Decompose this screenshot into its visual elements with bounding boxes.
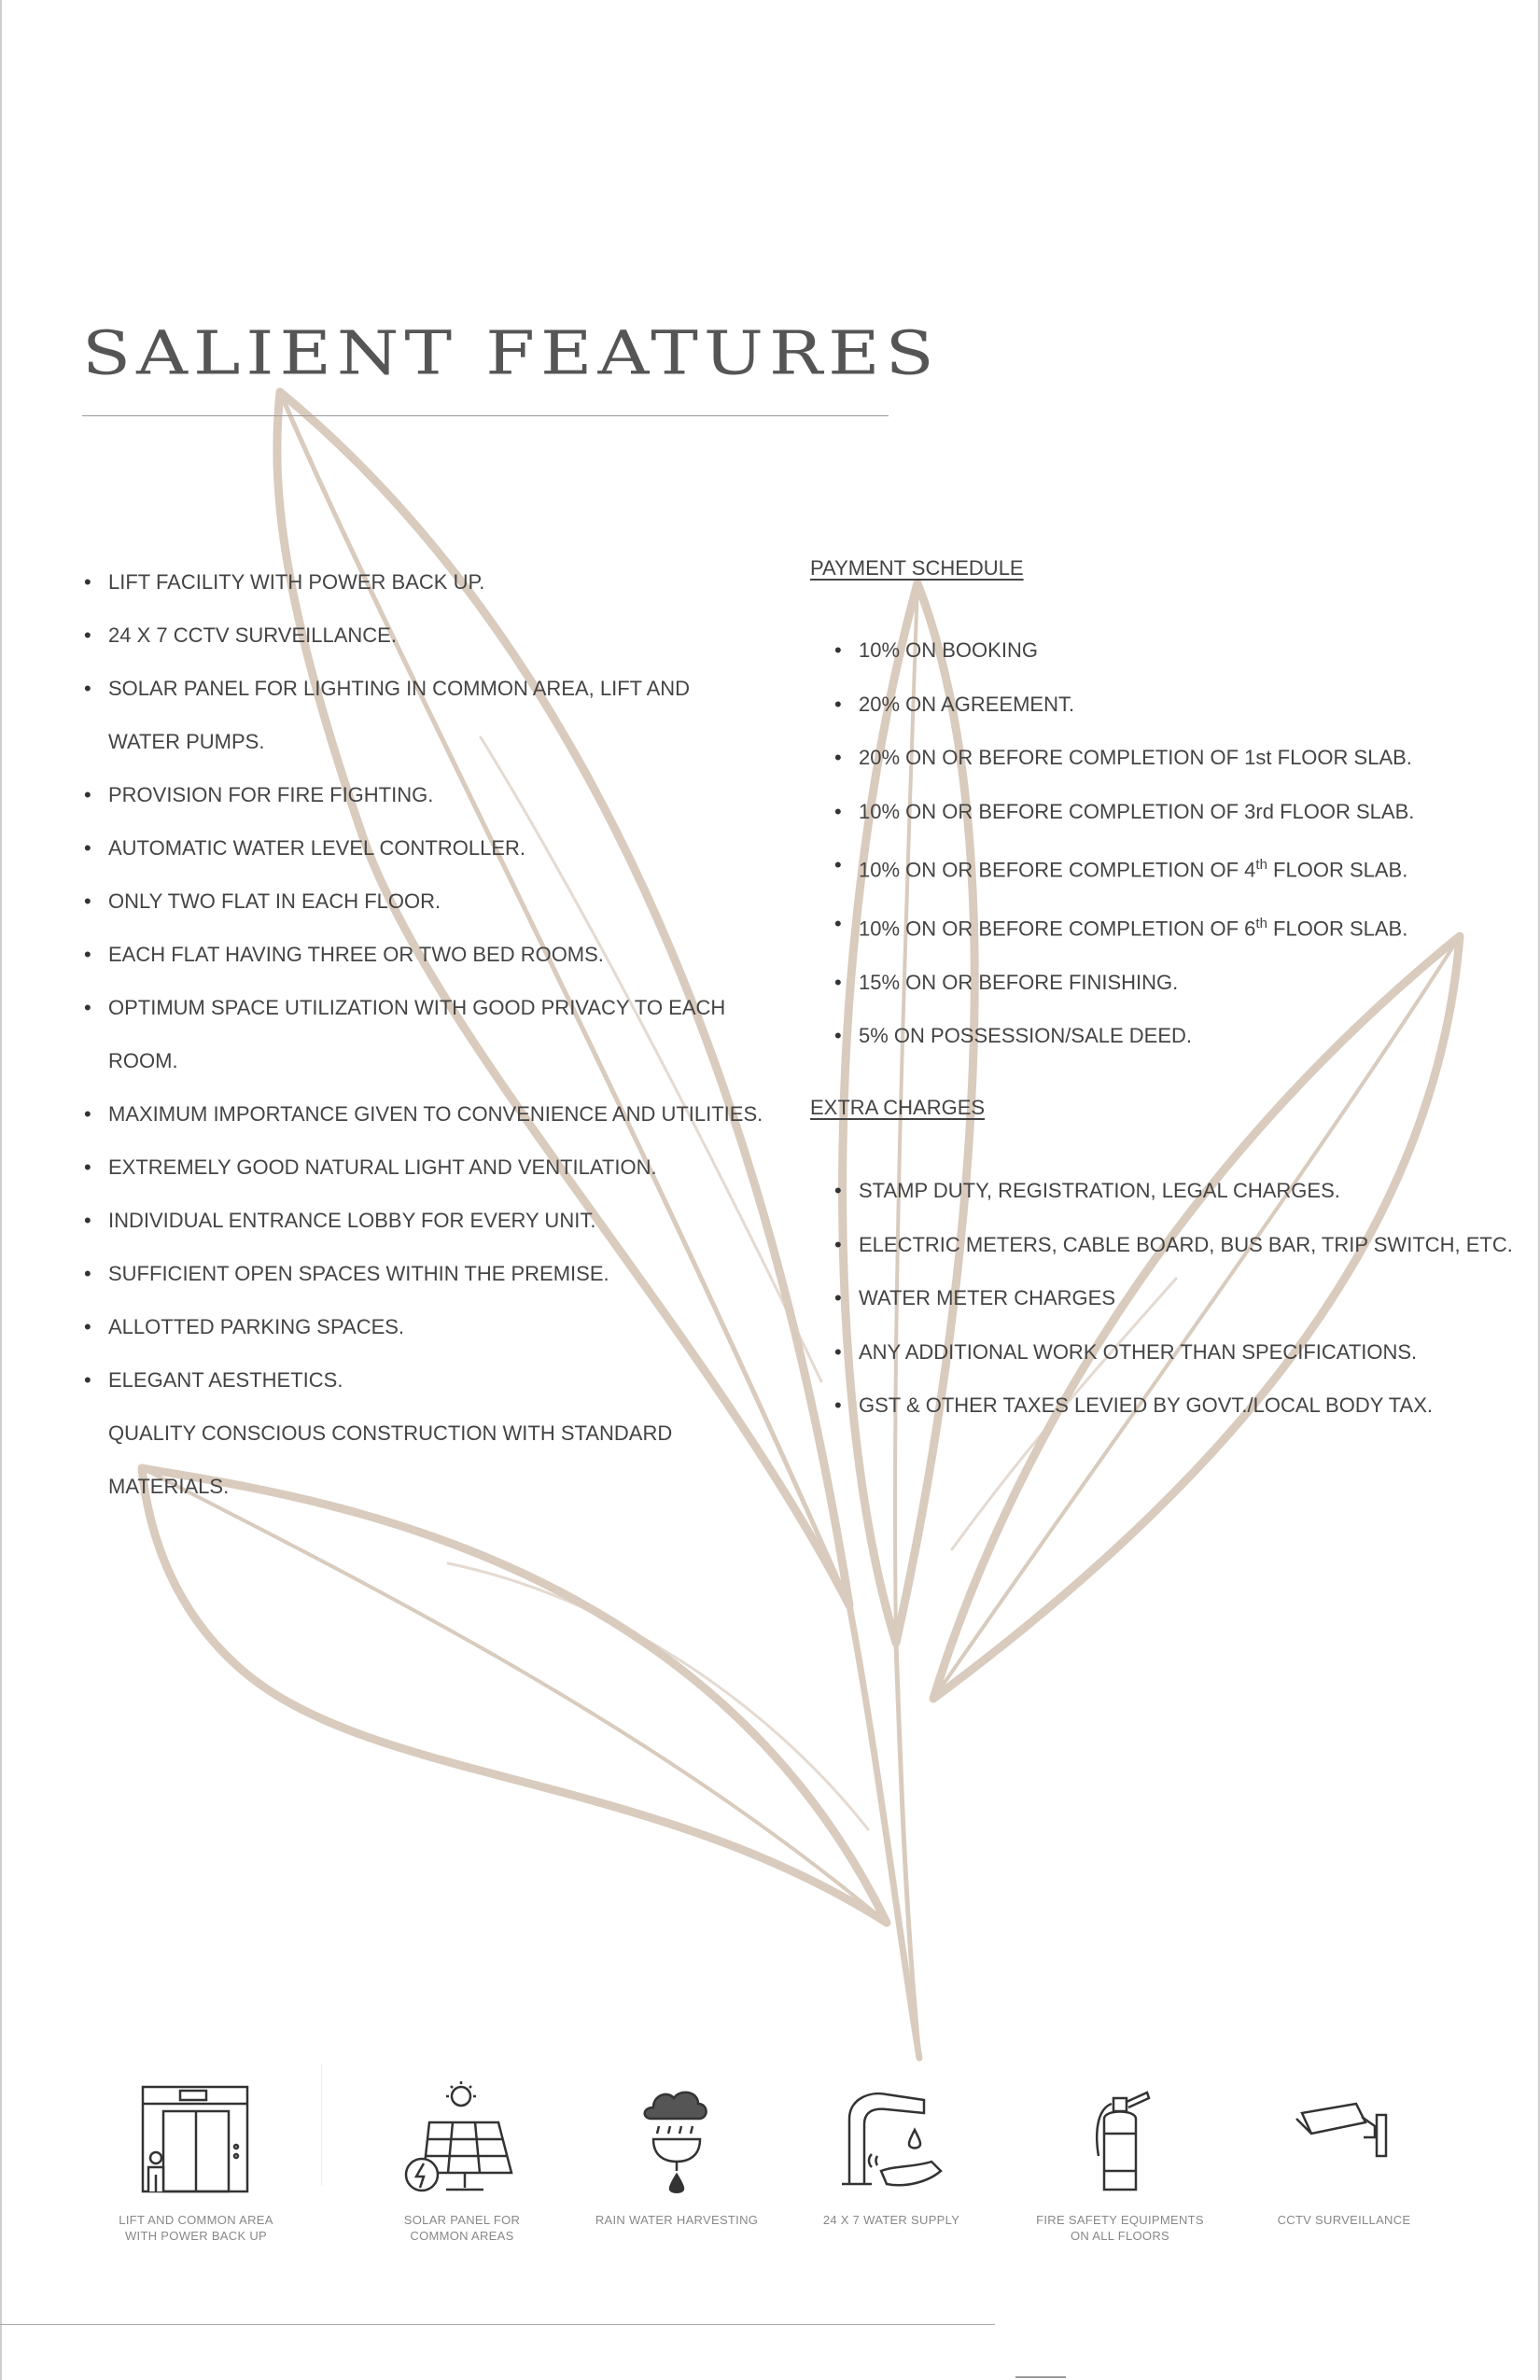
feature-item: • ALLOTTED PARKING SPACES. bbox=[84, 1300, 784, 1353]
payment-schedule-list bbox=[810, 623, 1482, 1063]
cctv-camera-icon bbox=[1283, 2081, 1405, 2199]
feature-item: • ONLY TWO FLAT IN EACH FLOOR. bbox=[84, 875, 784, 928]
amenity-caption bbox=[779, 2212, 1003, 2228]
extra-charge-item: • WATER METER CHARGES bbox=[810, 1271, 1482, 1325]
payment-item-text: FLOOR SLAB. bbox=[1267, 858, 1408, 882]
caption-line: COMMON AREAS bbox=[410, 2229, 514, 2243]
feature-item: • INDIVIDUAL ENTRANCE LOBBY FOR EVERY UNIT. bbox=[84, 1194, 784, 1247]
bottom-mark bbox=[1015, 2376, 1066, 2378]
amenity-rain-water bbox=[565, 2081, 789, 2228]
payment-item: • 15% ON OR BEFORE FINISHING. bbox=[810, 956, 1482, 1010]
amenity-water-supply bbox=[779, 2081, 1003, 2228]
payment-item: • 5% ON POSSESSION/SALE DEED. bbox=[810, 1009, 1482, 1063]
amenity-caption bbox=[1232, 2212, 1456, 2228]
payment-item-text: 10% ON OR BEFORE COMPLETION OF 4 bbox=[859, 858, 1256, 882]
caption-line: SOLAR PANEL FOR bbox=[403, 2213, 521, 2227]
amenity-cctv bbox=[1232, 2081, 1456, 2228]
amenity-solar bbox=[350, 2081, 574, 2244]
feature-item: • AUTOMATIC WATER LEVEL CONTROLLER. bbox=[84, 821, 784, 875]
feature-item: • SUFFICIENT OPEN SPACES WITHIN THE PREMISE. bbox=[84, 1247, 784, 1300]
extra-charges-list bbox=[810, 1164, 1513, 1433]
amenity-caption bbox=[565, 2212, 789, 2228]
water-tap-icon bbox=[831, 2081, 952, 2199]
extra-charge-item: • ANY ADDITIONAL WORK OTHER THAN SPECIFICATIONS. bbox=[810, 1325, 1482, 1379]
feature-item: • 24 X 7 CCTV SURVEILLANCE. bbox=[84, 609, 784, 662]
amenity-caption bbox=[84, 2212, 308, 2244]
amenity-caption bbox=[350, 2212, 574, 2244]
amenity-lift bbox=[84, 2081, 308, 2244]
feature-item: • OPTIMUM SPACE UTILIZATION WITH GOOD PRIVACY TO EACH ROOM. bbox=[84, 981, 743, 1087]
solar-panel-icon bbox=[401, 2081, 523, 2199]
feature-item: • PROVISION FOR FIRE FIGHTING. bbox=[84, 768, 784, 821]
caption-line: ON ALL FLOORS bbox=[1070, 2229, 1169, 2243]
extra-charge-item: • STAMP DUTY, REGISTRATION, LEGAL CHARGES. bbox=[810, 1164, 1482, 1218]
caption-line: RAIN WATER HARVESTING bbox=[595, 2213, 759, 2227]
rain-water-icon bbox=[616, 2081, 737, 2199]
title-underline bbox=[82, 415, 889, 416]
payment-item bbox=[810, 838, 1482, 897]
bottom-rule bbox=[0, 2324, 995, 2325]
feature-note: QUALITY CONSCIOUS CONSTRUCTION WITH STANDARD MATERIALS. bbox=[108, 1421, 673, 1498]
payment-schedule-heading: PAYMENT SCHEDULE bbox=[810, 556, 1024, 580]
caption-line: 24 X 7 WATER SUPPLY bbox=[822, 2213, 960, 2227]
feature-item: • MAXIMUM IMPORTANCE GIVEN TO CONVENIENCE AND UTILITIES. bbox=[84, 1087, 784, 1141]
feature-item: • ELEGANT AESTHETICS. bbox=[84, 1353, 784, 1407]
features-list bbox=[84, 555, 784, 1513]
payment-item bbox=[810, 897, 1482, 956]
caption-line: WITH POWER BACK UP bbox=[124, 2229, 268, 2243]
feature-item: • EACH FLAT HAVING THREE OR TWO BED ROOMS. bbox=[84, 928, 784, 981]
caption-line: LIFT AND COMMON AREA bbox=[119, 2213, 273, 2227]
extra-charge-item: • GST & OTHER TAXES LEVIED BY GOVT./LOCAL BODY TAX. bbox=[810, 1379, 1482, 1433]
ordinal-suffix: th bbox=[1255, 857, 1267, 873]
payment-item-text: FLOOR SLAB. bbox=[1267, 917, 1408, 941]
payment-item: • 20% ON AGREEMENT. bbox=[810, 678, 1482, 732]
caption-line: CCTV SURVEILLANCE bbox=[1277, 2213, 1411, 2227]
caption-line: FIRE SAFETY EQUIPMENTS bbox=[1036, 2213, 1204, 2227]
divider bbox=[321, 2065, 322, 2186]
payment-item: • 10% ON BOOKING bbox=[810, 623, 1482, 678]
lift-icon bbox=[135, 2081, 257, 2199]
fire-extinguisher-icon bbox=[1059, 2081, 1181, 2199]
amenities-strip bbox=[84, 2081, 1428, 2268]
payment-item: • 20% ON OR BEFORE COMPLETION OF 1st FLOOR SLAB. bbox=[810, 731, 1482, 785]
page-title: SALIENT FEATURES bbox=[82, 317, 940, 388]
amenity-fire-safety bbox=[1008, 2081, 1232, 2244]
extra-charge-item: • ELECTRIC METERS, CABLE BOARD, BUS BAR, TRIP SWITCH, ETC. bbox=[810, 1218, 1482, 1272]
extra-charges-heading: EXTRA CHARGES bbox=[810, 1096, 986, 1119]
feature-item: • EXTREMELY GOOD NATURAL LIGHT AND VENTILATION. bbox=[84, 1141, 784, 1194]
ordinal-suffix: th bbox=[1255, 915, 1267, 931]
feature-item: • SOLAR PANEL FOR LIGHTING IN COMMON AREA, LIFT AND WATER PUMPS. bbox=[84, 662, 762, 768]
feature-item: • LIFT FACILITY WITH POWER BACK UP. bbox=[84, 555, 784, 609]
payment-item: • 10% ON OR BEFORE COMPLETION OF 3rd FLOOR SLAB. bbox=[810, 785, 1482, 839]
amenity-caption bbox=[1008, 2212, 1232, 2244]
payment-item-text: 10% ON OR BEFORE COMPLETION OF 6 bbox=[859, 917, 1256, 941]
